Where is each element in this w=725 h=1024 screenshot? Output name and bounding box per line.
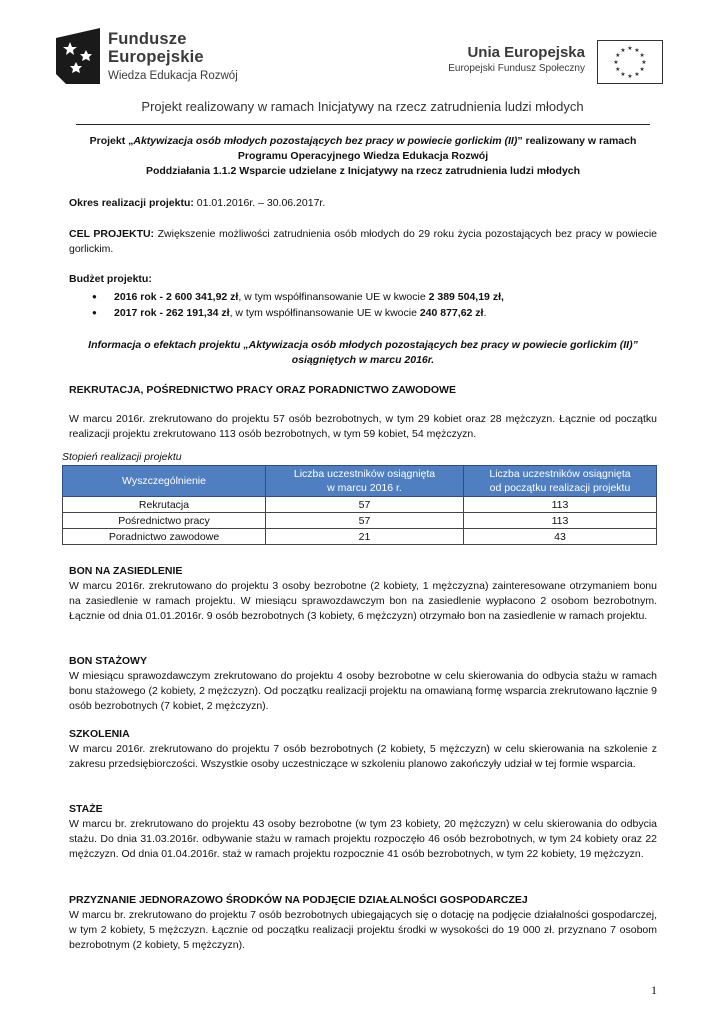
fe-logo-line3: Wiedza Edukacja Rozwój: [108, 70, 238, 82]
ue-logo-line1: Unia Europejska: [467, 44, 585, 61]
section-text: W marcu 2016r. zrekrutowano do projektu 7 osób bezrobotnych (2 kobiety, 5 mężczyzn) w celu skierowania na szkolenie z zakresu przedsiębiorczości. Wszystkie osoby uczestniczące w szkoleniu planowo zakończyły udział w tej formie wsparcia.: [69, 743, 657, 770]
eu-star-icon: ★: [620, 72, 626, 79]
table-cell: 113: [464, 513, 657, 529]
fundusze-europejskie-logo: [56, 28, 256, 88]
section-heading: PRZYZNANIE JEDNORAZOWO ŚRODKÓW NA PODJĘCIE DZIAŁALNOŚCI GOSPODARCZEJ: [69, 894, 528, 906]
table-row: [63, 497, 657, 513]
section-staze: [69, 802, 657, 862]
effects-info-heading: Informacja o efektach projektu „Aktywizacja osób młodych pozostających bez pracy w powiecie gorlickim (II)” osiągniętych w marcu 2016r.: [88, 339, 638, 366]
budget-item: ● 2017 rok - 262 191,34 zł, w tym współfinansowanie UE w kwocie 240 877,62 zł.: [92, 305, 652, 321]
section-heading: BON NA ZASIEDLENIE: [69, 565, 183, 577]
table-cell: Rekrutacja: [63, 497, 266, 513]
section-heading: STAŻE: [69, 803, 103, 815]
eu-star-icon: ★: [620, 47, 626, 54]
eu-star-icon: ★: [634, 47, 640, 54]
table-cell: 57: [266, 513, 464, 529]
table-cell: 21: [266, 529, 464, 545]
eu-star-icon: ★: [639, 53, 645, 59]
eu-flag-icon: [597, 40, 663, 84]
section-bon-stazowy: [69, 654, 657, 714]
page-subtitle: Projekt realizowany w ramach Inicjatywy na rzecz zatrudnienia ludzi młodych: [141, 99, 584, 114]
unia-europejska-logo: [423, 40, 663, 90]
table-row: [63, 529, 657, 545]
project-goal: [69, 227, 657, 257]
section-heading: BON STAŻOWY: [69, 655, 147, 667]
goal-text: Zwiększenie możliwości zatrudnienia osób młodych do 29 roku życia pozostających bez pracy w powiecie gorlickim.: [69, 228, 657, 255]
fe-logo-line2: Europejskie: [108, 48, 204, 66]
project-name: Aktywizacja osób młodych pozostających bez pracy w powiecie gorlickim (II): [133, 135, 518, 147]
table-cell: Pośrednictwo pracy: [63, 513, 266, 529]
section-text: W miesiącu sprawozdawczym zrekrutowano do projektu 4 osoby bezrobotne w celu skierowania do odbycia stażu w ramach bonu stażowego (2 kobiety, 2 mężczyzn). Od początku realizacji projektu na omawianą formę wsparcia zrekrutowano łącznie 9 osób bezrobotnych (7 kobiet, 2 mężczyzn).: [69, 670, 657, 712]
period-label: Okres realizacji projektu:: [69, 197, 194, 209]
table-cell: 113: [464, 497, 657, 513]
project-title-block: [69, 134, 657, 179]
header-divider: [76, 124, 650, 125]
table-row: [63, 513, 657, 529]
eu-star-icon: ★: [627, 46, 633, 52]
budget-item: ● 2016 rok - 2 600 341,92 zł, w tym współfinansowanie UE w kwocie 2 389 504,19 zł,: [92, 289, 652, 305]
fe-star-logo-icon: [56, 28, 100, 84]
section-bon-zasiedlenie: [69, 564, 657, 624]
project-line2: Programu Operacyjnego Wiedza Edukacja Rozwój: [237, 150, 489, 162]
period-value: 01.01.2016r. – 30.06.2017r.: [193, 197, 326, 209]
goal-label: CEL PROJEKTU:: [69, 228, 155, 240]
eu-star-icon: ★: [639, 67, 645, 73]
eu-star-icon: ★: [613, 60, 619, 66]
table-caption: Stopień realizacji projektu: [62, 451, 182, 463]
fe-logo-line1: Fundusze: [108, 30, 187, 48]
table-cell: Poradnictwo zawodowe: [63, 529, 266, 545]
project-period: [69, 196, 657, 211]
section-text: W marcu 2016r. zrekrutowano do projektu 3 osoby bezrobotne (2 kobiety, 1 mężczyzna) zainteresowane otrzymaniem bonu na zasiedlenie w ramach projektu. W miesiącu sprawozdawczym bon na zasiedlenie wypłacono 2 osobom bezrobotnym. Łącznie od dnia 01.01.2016r. 9 osób bezrobotnych (3 kobiety, 6 mężczyzn) otrzymało bon na zasiedlenie w ramach projektu.: [69, 580, 657, 622]
progress-table: [62, 465, 657, 545]
project-line1-prefix: Projekt „: [89, 135, 134, 147]
eu-star-icon: ★: [615, 53, 621, 59]
eu-star-icon: ★: [615, 67, 621, 73]
page-number: 1: [651, 983, 657, 997]
section-szkolenia: [69, 727, 657, 772]
table-header-cell: Liczba uczestników osiągnięta od początku realizacji projektu: [464, 466, 657, 497]
project-line3: Poddziałania 1.1.2 Wsparcie udzielane z Inicjatywy na rzecz zatrudnienia ludzi młodych: [145, 165, 581, 177]
section-dotacja: [69, 893, 657, 953]
recruitment-text: W marcu 2016r. zrekrutowano do projektu 57 osób bezrobotnych, w tym 29 kobiet oraz 28 mężczyzn. Łącznie od początku realizacji projektu zrekrutowano 113 osób bezrobotnych, w tym 59 kobiet, 54 mężczyzn.: [69, 413, 657, 440]
eu-star-icon: ★: [634, 72, 640, 79]
project-line1-suffix: ” realizowany w ramach: [517, 135, 637, 147]
table-cell: 43: [464, 529, 657, 545]
recruitment-heading: REKRUTACJA, POŚREDNICTWO PRACY ORAZ PORADNICTWO ZAWODOWE: [69, 384, 456, 396]
budget-label: Budżet projektu:: [69, 273, 152, 285]
budget-list: [92, 289, 652, 321]
section-heading: SZKOLENIA: [69, 728, 130, 740]
section-text: W marcu br. zrekrutowano do projektu 7 osób bezrobotnych ubiegających się o dotację na podjęcie działalności gospodarczej, w tym 2 kobiety, 5 mężczyzn. Łącznie od początku realizacji projektu środki w wysokości do 19 000 zł. przyznano 7 osobom bezrobotnym (2 kobiety, 5 mężczyzn).: [69, 909, 657, 951]
section-text: W marcu br. zrekrutowano do projektu 43 osoby bezrobotne (w tym 23 kobiety, 20 mężczyzn) w celu skierowania do odbycia stażu. Do dnia 31.03.2016r. odbywanie stażu w ramach projektu rozpoczęło 46 osób bezrobotnych, w tym 24 kobiety oraz 22 mężczyzn. Od dnia 01.04.2016r. staż w ramach projektu rozpocznie 41 osób bezrobotnych, w tym 22 kobiety, 19 mężczyzn.: [69, 818, 657, 860]
table-header-cell: Liczba uczestników osiągnięta w marcu 2016 r.: [266, 466, 464, 497]
table-cell: 57: [266, 497, 464, 513]
table-header-cell: Wyszczególnienie: [63, 466, 266, 497]
eu-star-icon: ★: [627, 74, 633, 80]
eu-star-icon: ★: [641, 60, 647, 66]
ue-logo-line2: Europejski Fundusz Społeczny: [448, 63, 585, 74]
table-header-row: [63, 466, 657, 497]
